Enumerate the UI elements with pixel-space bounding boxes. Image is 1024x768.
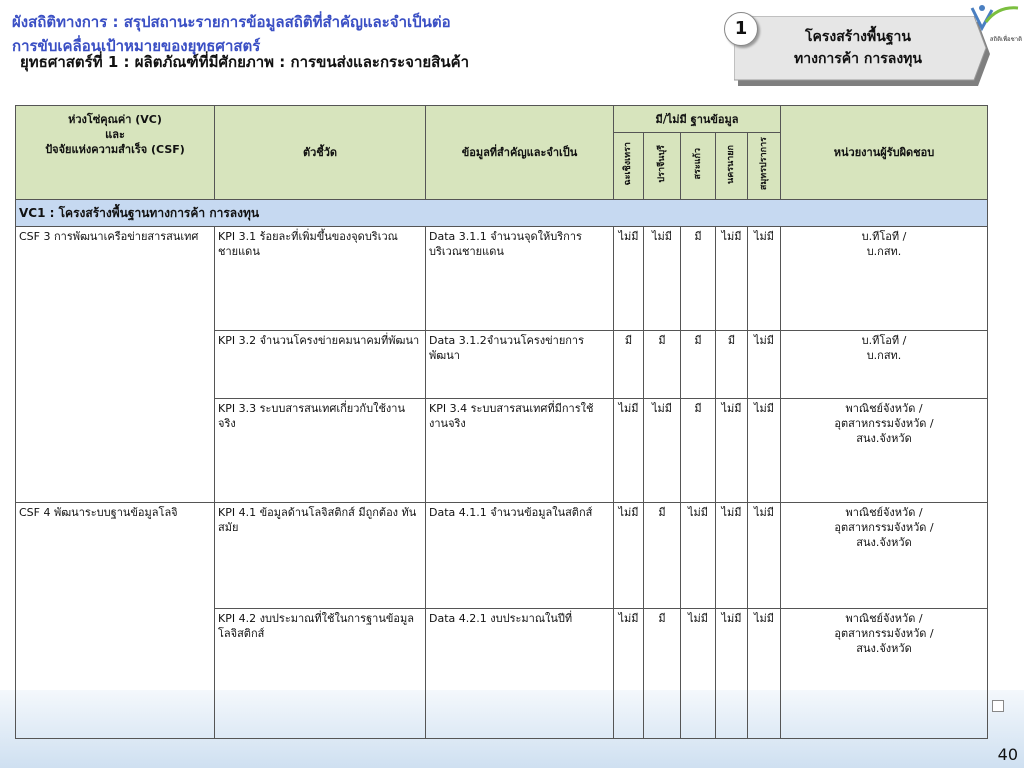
flag-cell: ไม่มี [644,227,681,331]
logo [968,2,1022,44]
region-label: นครนายก [726,144,736,184]
region-label: ปราจีนบุรี [656,145,667,183]
responsible-cell [781,399,988,503]
title-line-1: ผังสถิติทางการ : สรุปสถานะรายการข้อมูลสถิติที่สำคัญและจำเป็นต่อ [12,13,451,31]
header-row-1 [16,106,988,133]
flag-cell: ไม่มี [748,331,781,399]
kpi-cell: KPI 3.1 ร้อยละที่เพิ่มขึ้นของจุดบริเวณชายแดน [215,227,426,331]
responsible-line: พาณิชย์จังหวัด / [845,612,923,625]
data-cell: Data 3.1.1 จำนวนจุดให้บริการบริเวณชายแดน [426,227,614,331]
table-row [16,227,988,331]
header-region [644,133,681,200]
header-data: ข้อมูลที่สำคัญและจำเป็น [426,106,614,200]
region-label: สระแก้ว [692,148,703,180]
logo-label: สถิติเพื่อชาติ [989,36,1022,43]
flag-cell: ไม่มี [716,609,748,739]
table-row [16,503,988,609]
flag-cell: มี [614,331,644,399]
flag-cell: มี [644,609,681,739]
badge-text [734,26,982,70]
header-region [614,133,644,200]
badge-line-1: โครงสร้างพื้นฐาน [805,29,911,45]
badge-number: 1 [724,12,758,46]
responsible-line: สนง.จังหวัด [856,536,912,549]
responsible-cell [781,503,988,609]
kpi-cell: KPI 3.3 ระบบสารสนเทศเกี่ยวกับใช้งานจริง [215,399,426,503]
kpi-cell: KPI 3.2 จำนวนโครงข่ายคมนาคมที่พัฒนา [215,331,426,399]
header-vc-csf [16,106,215,200]
data-cell: KPI 3.4 ระบบสารสนเทศที่มีการใช้งานจริง [426,399,614,503]
responsible-line: สนง.จังหวัด [856,642,912,655]
responsible-line: อุตสาหกรรมจังหวัด / [834,417,934,430]
data-cell: Data 3.1.2จำนวนโครงข่ายการพัฒนา [426,331,614,399]
header-responsible: หน่วยงานผู้รับผิดชอบ [781,106,988,200]
vc-row [16,200,988,227]
flag-cell: ไม่มี [748,227,781,331]
responsible-line: บ.กสท. [866,245,902,258]
badge-line-2: ทางการค้า การลงทุน [794,51,922,67]
logo-icon [968,2,1022,36]
page-subtitle: ยุทธศาสตร์ที่ 1 : ผลิตภัณฑ์ที่มีศักยภาพ : การขนส่งและกระจายสินค้า [20,53,470,71]
responsible-line: อุตสาหกรรมจังหวัด / [834,521,934,534]
flag-cell: มี [644,503,681,609]
csf-cell: CSF 3 การพัฒนาเครือข่ายสารสนเทศ [16,227,215,503]
header-region [748,133,781,200]
header-vc-line-2: และ [105,128,125,141]
data-cell: Data 4.1.1 จำนวนข้อมูลในสติกส์ [426,503,614,609]
responsible-line: บ.ทีโอที / [861,230,907,243]
flag-cell: ไม่มี [614,609,644,739]
flag-cell: ไม่มี [681,609,716,739]
header-vc-line-1: ห่วงโซ่คุณค่า (VC) [68,113,162,126]
flag-cell: ไม่มี [716,227,748,331]
flag-cell: ไม่มี [644,399,681,503]
slide-nav-icon[interactable] [992,700,1004,712]
flag-cell: ไม่มี [681,503,716,609]
header-kpi: ตัวชี้วัด [215,106,426,200]
flag-cell: มี [681,227,716,331]
flag-cell: มี [681,399,716,503]
flag-cell: มี [716,331,748,399]
responsible-line: พาณิชย์จังหวัด / [845,402,923,415]
header-vc-line-3: ปัจจัยแห่งความสำเร็จ (CSF) [45,143,185,156]
flag-cell: มี [681,331,716,399]
responsible-line: บ.กสท. [866,349,902,362]
flag-cell: มี [644,331,681,399]
stats-table [15,105,988,739]
flag-cell: ไม่มี [614,399,644,503]
kpi-cell: KPI 4.2 งบประมาณที่ใช้ในการฐานข้อมูลโลจิสติกส์ [215,609,426,739]
page-number: 40 [997,745,1018,764]
header-region [716,133,748,200]
page-title [12,10,712,58]
csf-cell: CSF 4 พัฒนาระบบฐานข้อมูลโลจิ [16,503,215,739]
flag-cell: ไม่มี [748,399,781,503]
flag-cell: ไม่มี [748,609,781,739]
responsible-line: สนง.จังหวัด [856,432,912,445]
responsible-line: พาณิชย์จังหวัด / [845,506,923,519]
vc-label: VC1 : โครงสร้างพื้นฐานทางการค้า การลงทุน [16,200,988,227]
responsible-line: อุตสาหกรรมจังหวัด / [834,627,934,640]
region-label: ฉะเชิงเทรา [623,142,633,186]
responsible-line: บ.ทีโอที / [861,334,907,347]
flag-cell: ไม่มี [614,227,644,331]
title-line-2: การขับเคลื่อนเป้าหมายของยุทธศาสตร์ [12,37,261,55]
responsible-cell [781,227,988,331]
flag-cell: ไม่มี [614,503,644,609]
responsible-cell [781,331,988,399]
kpi-cell: KPI 4.1 ข้อมูลด้านโลจิสติกส์ มีถูกต้อง ทันสมัย [215,503,426,609]
flag-cell: ไม่มี [748,503,781,609]
flag-cell: ไม่มี [716,399,748,503]
header-region [681,133,716,200]
region-label: สมุทรปราการ [758,137,769,191]
responsible-cell [781,609,988,739]
data-cell: Data 4.2.1 งบประมาณในปีที่ [426,609,614,739]
section-badge [734,16,996,88]
header-availability: มี/ไม่มี ฐานข้อมูล [614,106,781,133]
flag-cell: ไม่มี [716,503,748,609]
